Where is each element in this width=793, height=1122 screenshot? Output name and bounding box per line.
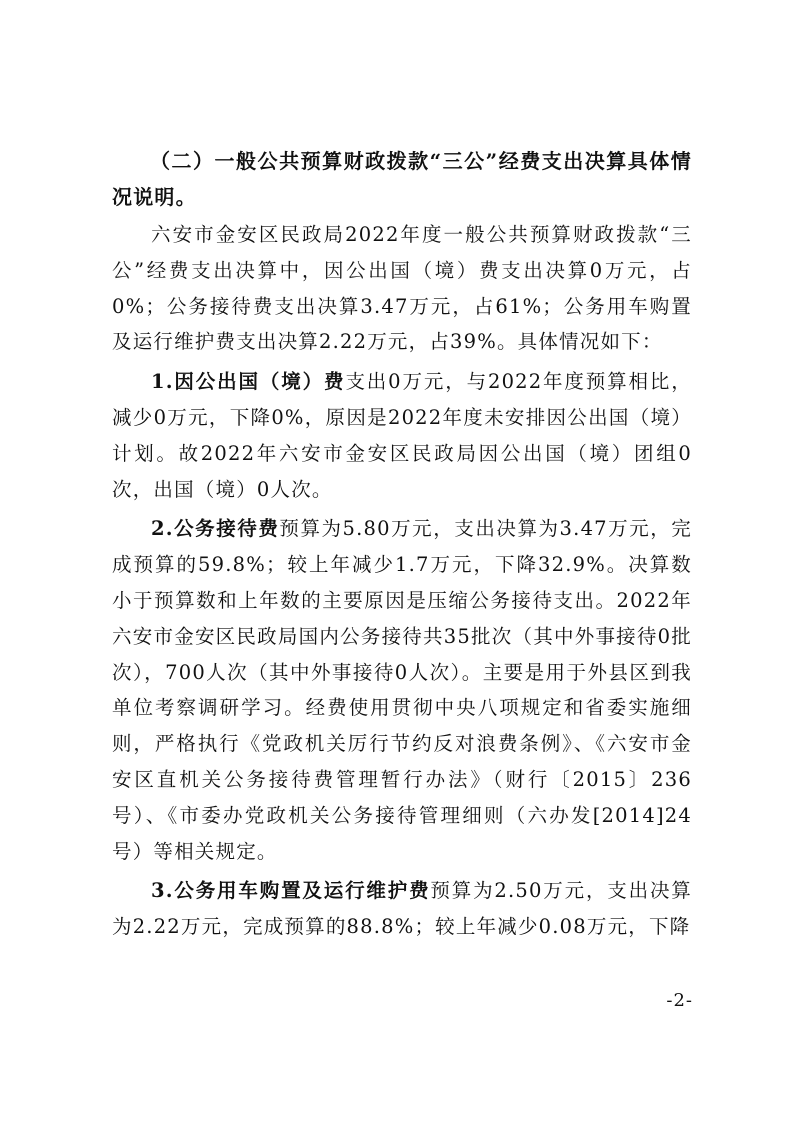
vehicles-text: 预算为2.50万元，支出决算为2.22万元，完成预算的88.8%；较上年减少0.08万元，下降: [112, 879, 692, 939]
reception-text: 预算为5.80万元，支出决算为3.47万元，完成预算的59.8%；较上年减少1.7万元，下降32.9%。决算数小于预算数和上年数的主要原因是压缩公务接待支出。2022年六安市金安区民政局国内公务接待共35批次（其中外事接待0批次），700人次（其中外事接待0人次）。主要是用于外县区到我单位考察调研学习。经费使用贯彻中央八项规定和省委实施细则，严格执行《党政机关厉行节约反对浪费条例》、《六安市金安区直机关公务接待费管理暂行办法》（财行〔2015〕236号）、《市委办党政机关公务接待管理细则（六办发[2014]24号）等相关规定。: [112, 517, 692, 863]
document-body: [112, 143, 692, 945]
page-number: -2-: [666, 990, 693, 1011]
reception-lead: 2.公务接待费: [151, 517, 280, 541]
section-heading: （二）一般公共预算财政拨款“三公”经费支出决算具体情况说明。: [112, 149, 692, 209]
vehicles-lead: 3.公务用车购置及运行维护费: [151, 879, 431, 903]
paragraph-reception: [112, 511, 692, 869]
intro-paragraph: 六安市金安区民政局2022年度一般公共预算财政拨款“三公”经费支出决算中，因公出国（境）费支出决算0万元，占0%；公务接待费支出决算3.47万元，占61%；公务用车购置及运行维护费支出决算2.22万元，占39%。具体情况如下：: [112, 223, 692, 354]
paragraph-outbound-travel: [112, 364, 692, 507]
outbound-travel-text: 支出0万元，与2022年度预算相比，减少0万元，下降0%，原因是2022年度未安排因公出国（境）计划。故2022年六安市金安区民政局因公出国（境）团组0次，出国（境）0人次。: [112, 370, 693, 501]
paragraph-vehicles: [112, 873, 692, 945]
outbound-travel-lead: 1.因公出国（境）费: [151, 370, 346, 394]
